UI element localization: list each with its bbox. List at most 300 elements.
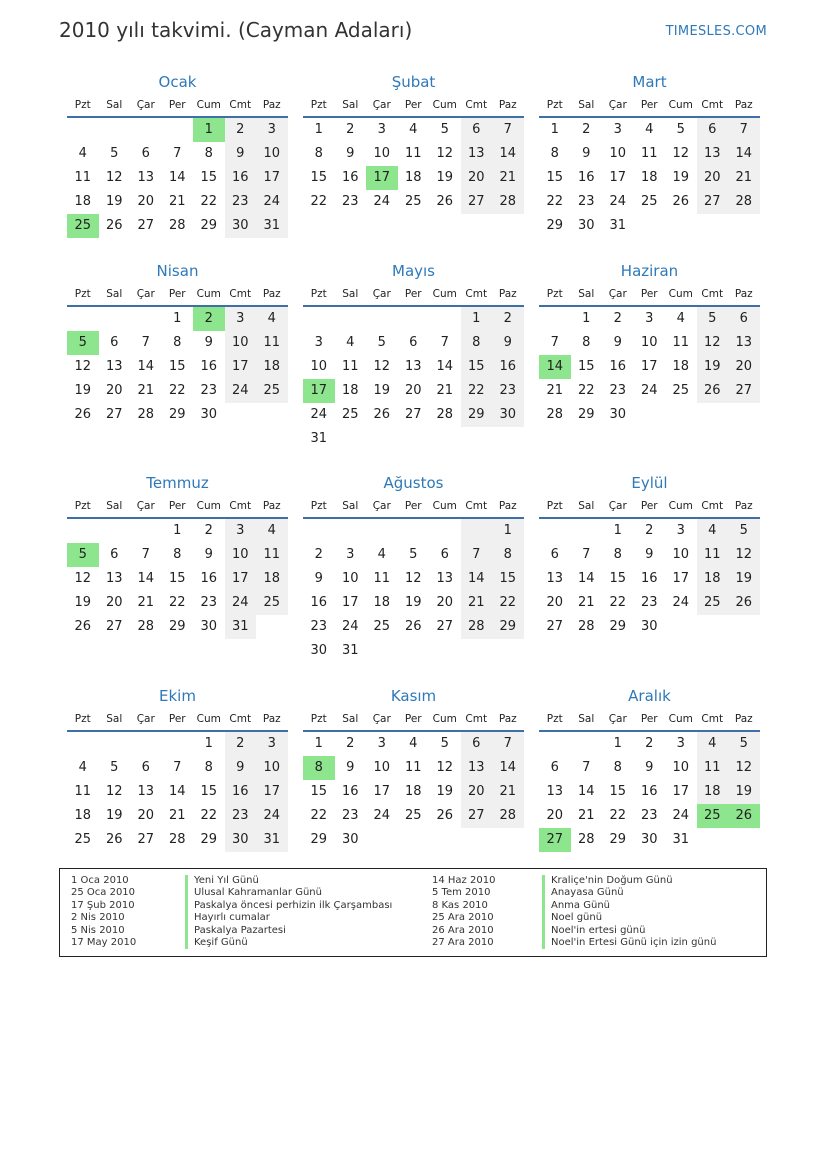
empty-cell [539, 307, 571, 331]
holiday-entry: Noel günü [542, 912, 716, 924]
day-cell: 18 [74, 808, 92, 823]
month-calendar [303, 70, 524, 214]
empty-cell [429, 307, 461, 331]
day-cell: 13 [404, 359, 422, 374]
day-cell: 17 [225, 567, 257, 591]
weekday-label: Per [168, 288, 186, 300]
day-cell: 9 [225, 142, 257, 166]
day-cell: 28 [168, 832, 186, 847]
day-cell: 1 [613, 523, 622, 538]
empty-cell [366, 639, 398, 663]
weekday-label: Sal [342, 288, 359, 300]
day-cell: 8 [461, 331, 493, 355]
day-cell: 19 [105, 808, 123, 823]
day-cell: 9 [204, 335, 213, 350]
day-cell: 10 [256, 142, 288, 166]
day-cell: 12 [728, 543, 760, 567]
empty-cell [398, 307, 430, 331]
day-cell: 15 [310, 784, 328, 799]
holiday-entry: 1 Oca 2010 [71, 875, 129, 886]
day-cell: 17 [303, 379, 335, 403]
month-name: Mart [632, 73, 667, 91]
day-cell: 6 [141, 760, 150, 775]
day-cell: 31 [256, 828, 288, 852]
day-cell: 6 [461, 118, 493, 142]
day-cell: 5 [377, 335, 386, 350]
weekday-label: Sal [578, 288, 595, 300]
day-cell: 22 [310, 808, 328, 823]
holiday-entry: 17 May 2010 [71, 936, 137, 948]
weekday-label: Sal [342, 500, 359, 512]
day-cell: 6 [440, 547, 449, 562]
weekday-label: Cum [432, 500, 457, 512]
day-cell: 30 [609, 407, 627, 422]
day-cell: 19 [74, 383, 92, 398]
weekday-label: Pzt [310, 713, 327, 725]
day-cell: 24 [373, 194, 391, 209]
day-cell: 27 [461, 804, 493, 828]
day-cell: 23 [341, 194, 359, 209]
day-cell: 5 [728, 519, 760, 543]
empty-cell [492, 639, 524, 663]
day-cell: 27 [105, 407, 123, 422]
day-cell: 9 [582, 146, 591, 161]
empty-cell [728, 214, 760, 238]
weekday-label: Paz [262, 99, 281, 111]
day-cell: 15 [168, 359, 186, 374]
month-calendar [539, 259, 760, 427]
day-cell: 8 [204, 146, 213, 161]
empty-cell [728, 828, 760, 852]
day-cell: 28 [436, 407, 454, 422]
day-cell: 25 [256, 379, 288, 403]
day-cell: 16 [492, 355, 524, 379]
weekday-label: Çar [608, 99, 627, 111]
month-name: Ağustos [383, 474, 444, 492]
day-grid [539, 118, 760, 238]
empty-cell [130, 732, 162, 756]
day-cell: 6 [141, 146, 150, 161]
day-cell: 21 [728, 166, 760, 190]
day-cell: 5 [67, 331, 99, 355]
day-cell: 22 [609, 808, 627, 823]
day-cell: 9 [314, 571, 323, 586]
weekday-label: Cmt [701, 713, 724, 725]
day-cell: 22 [609, 595, 627, 610]
day-cell: 16 [310, 595, 328, 610]
day-cell: 23 [577, 194, 595, 209]
day-cell: 16 [200, 359, 218, 374]
day-cell: 14 [137, 571, 155, 586]
weekday-label: Cmt [701, 500, 724, 512]
day-cell: 3 [377, 122, 386, 137]
day-cell: 3 [256, 118, 288, 142]
day-cell: 20 [137, 808, 155, 823]
weekday-label: Per [640, 713, 658, 725]
day-cell: 25 [404, 808, 422, 823]
day-cell: 18 [74, 194, 92, 209]
day-cell: 8 [613, 547, 622, 562]
weekday-label: Çar [608, 288, 627, 300]
weekday-label: Pzt [310, 288, 327, 300]
empty-cell [697, 828, 729, 852]
day-cell: 23 [225, 190, 257, 214]
day-cell: 15 [609, 784, 627, 799]
holiday-entry: Kraliçe'nin Doğum Günü [542, 875, 716, 887]
day-cell: 13 [728, 331, 760, 355]
weekday-label: Per [168, 99, 186, 111]
day-cell: 7 [173, 146, 182, 161]
day-cell: 25 [373, 619, 391, 634]
day-cell: 30 [200, 407, 218, 422]
holiday-entry: 2 Nis 2010 [71, 912, 125, 924]
day-cell: 17 [609, 170, 627, 185]
day-cell: 14 [436, 359, 454, 374]
day-cell: 18 [672, 359, 690, 374]
day-cell: 13 [105, 571, 123, 586]
day-grid [67, 732, 288, 852]
day-cell: 27 [436, 619, 454, 634]
weekday-label: Pzt [74, 713, 91, 725]
day-cell: 19 [373, 383, 391, 398]
day-cell: 21 [492, 780, 524, 804]
day-cell: 5 [697, 307, 729, 331]
day-cell: 22 [200, 808, 218, 823]
day-cell: 19 [436, 784, 454, 799]
empty-cell [665, 615, 697, 639]
weekday-label: Çar [372, 288, 391, 300]
day-cell: 17 [341, 595, 359, 610]
day-cell: 30 [310, 643, 328, 658]
weekday-label: Per [640, 500, 658, 512]
day-cell: 30 [200, 619, 218, 634]
day-cell: 16 [341, 784, 359, 799]
holiday-entry: 14 Haz 2010 [432, 875, 496, 886]
day-cell: 29 [492, 615, 524, 639]
weekday-label: Per [404, 99, 422, 111]
day-cell: 15 [492, 567, 524, 591]
day-cell: 5 [409, 547, 418, 562]
weekday-label: Cum [196, 288, 221, 300]
empty-cell [461, 427, 493, 451]
day-cell: 7 [141, 547, 150, 562]
weekday-header [67, 283, 288, 307]
holiday-entry: 17 Şub 2010 [71, 899, 135, 911]
day-cell: 2 [613, 311, 622, 326]
weekday-label: Sal [106, 713, 123, 725]
weekday-label: Paz [262, 288, 281, 300]
day-cell: 27 [546, 619, 564, 634]
day-cell: 28 [577, 832, 595, 847]
weekday-label: Paz [498, 288, 517, 300]
empty-cell [67, 118, 99, 142]
day-cell: 20 [546, 808, 564, 823]
day-cell: 11 [341, 359, 359, 374]
day-cell: 15 [546, 170, 564, 185]
day-cell: 28 [577, 619, 595, 634]
day-grid [539, 519, 760, 639]
day-cell: 6 [550, 547, 559, 562]
holiday-entry: 5 Tem 2010 [432, 887, 491, 899]
day-cell: 14 [492, 756, 524, 780]
day-cell: 22 [168, 383, 186, 398]
empty-cell [398, 519, 430, 543]
day-cell: 13 [546, 571, 564, 586]
day-cell: 4 [256, 307, 288, 331]
day-cell: 5 [440, 122, 449, 137]
weekday-label: Pzt [546, 713, 563, 725]
weekday-label: Sal [578, 713, 595, 725]
day-cell: 25 [74, 832, 92, 847]
month-calendar [539, 70, 760, 238]
empty-cell [429, 639, 461, 663]
day-cell: 30 [341, 832, 359, 847]
day-cell: 3 [225, 307, 257, 331]
day-cell: 14 [728, 142, 760, 166]
empty-cell [492, 828, 524, 852]
day-cell: 11 [404, 146, 422, 161]
day-cell: 10 [225, 543, 257, 567]
day-cell: 22 [577, 383, 595, 398]
day-cell: 30 [640, 619, 658, 634]
day-cell: 15 [609, 571, 627, 586]
weekday-label: Cmt [465, 713, 488, 725]
day-cell: 10 [609, 146, 627, 161]
day-cell: 6 [461, 732, 493, 756]
empty-cell [429, 427, 461, 451]
weekday-label: Cum [196, 500, 221, 512]
day-cell: 12 [74, 359, 92, 374]
day-cell: 16 [225, 166, 257, 190]
day-cell: 23 [492, 379, 524, 403]
site-link[interactable]: TIMESLES.COM [665, 24, 767, 39]
day-cell: 2 [492, 307, 524, 331]
weekday-label: Sal [106, 99, 123, 111]
day-cell: 17 [672, 571, 690, 586]
day-cell: 21 [577, 595, 595, 610]
day-cell: 3 [225, 519, 257, 543]
day-cell: 23 [225, 804, 257, 828]
empty-cell [99, 519, 131, 543]
day-cell: 3 [377, 736, 386, 751]
day-cell: 26 [728, 591, 760, 615]
weekday-label: Per [640, 99, 658, 111]
weekday-label: Cmt [229, 288, 252, 300]
month-calendar [67, 70, 288, 238]
day-cell: 13 [461, 142, 493, 166]
weekday-label: Cum [432, 288, 457, 300]
weekday-label: Paz [734, 713, 753, 725]
empty-cell [162, 118, 194, 142]
weekday-label: Pzt [310, 99, 327, 111]
day-cell: 18 [404, 170, 422, 185]
weekday-header [539, 283, 760, 307]
day-cell: 9 [346, 760, 355, 775]
day-cell: 26 [436, 808, 454, 823]
day-cell: 2 [645, 523, 654, 538]
day-cell: 25 [256, 591, 288, 615]
empty-cell [728, 615, 760, 639]
day-grid [303, 118, 524, 214]
month-name: Ocak [158, 73, 197, 91]
day-cell: 12 [697, 331, 729, 355]
day-cell: 12 [74, 571, 92, 586]
day-cell: 29 [168, 407, 186, 422]
day-cell: 19 [672, 170, 690, 185]
day-cell: 9 [613, 335, 622, 350]
empty-cell [366, 427, 398, 451]
day-cell: 28 [168, 218, 186, 233]
day-grid [303, 732, 524, 852]
holiday-entry: Noel'in ertesi günü [542, 925, 716, 937]
weekday-label: Cum [668, 99, 693, 111]
day-cell: 1 [193, 118, 225, 142]
day-cell: 1 [314, 122, 323, 137]
day-cell: 4 [256, 519, 288, 543]
empty-cell [99, 732, 131, 756]
weekday-label: Çar [608, 713, 627, 725]
empty-cell [130, 118, 162, 142]
empty-cell [398, 639, 430, 663]
day-cell: 7 [728, 118, 760, 142]
day-cell: 9 [346, 146, 355, 161]
day-cell: 29 [168, 619, 186, 634]
empty-cell [225, 403, 257, 427]
day-cell: 8 [173, 335, 182, 350]
empty-cell [130, 307, 162, 331]
day-cell: 28 [461, 615, 493, 639]
day-cell: 17 [373, 784, 391, 799]
day-cell: 10 [672, 547, 690, 562]
day-cell: 29 [200, 832, 218, 847]
day-cell: 29 [609, 832, 627, 847]
day-cell: 19 [105, 194, 123, 209]
empty-cell [634, 403, 666, 427]
day-cell: 23 [200, 383, 218, 398]
day-cell: 27 [697, 190, 729, 214]
day-cell: 26 [74, 619, 92, 634]
day-cell: 1 [204, 736, 213, 751]
empty-cell [162, 732, 194, 756]
empty-cell [665, 403, 697, 427]
empty-cell [398, 828, 430, 852]
day-cell: 26 [404, 619, 422, 634]
empty-cell [99, 118, 131, 142]
weekday-label: Paz [498, 713, 517, 725]
day-cell: 19 [728, 780, 760, 804]
weekday-label: Çar [608, 500, 627, 512]
day-cell: 24 [373, 808, 391, 823]
day-cell: 30 [492, 403, 524, 427]
day-cell: 4 [697, 519, 729, 543]
weekday-label: Çar [136, 99, 155, 111]
weekday-label: Cum [196, 713, 221, 725]
holiday-entry: Paskalya Pazartesi [185, 925, 392, 937]
holiday-dates-right [432, 875, 495, 949]
day-cell: 18 [341, 383, 359, 398]
day-cell: 18 [697, 780, 729, 804]
day-cell: 8 [303, 756, 335, 780]
day-cell: 17 [366, 166, 398, 190]
empty-cell [429, 519, 461, 543]
weekday-label: Çar [136, 288, 155, 300]
day-cell: 31 [341, 643, 359, 658]
day-cell: 24 [341, 619, 359, 634]
weekday-label: Per [640, 288, 658, 300]
weekday-label: Per [404, 500, 422, 512]
day-grid [303, 519, 524, 663]
weekday-header [67, 495, 288, 519]
day-cell: 3 [676, 736, 685, 751]
day-cell: 4 [78, 146, 87, 161]
weekday-label: Sal [342, 99, 359, 111]
day-cell: 20 [728, 355, 760, 379]
holiday-list [59, 868, 767, 957]
empty-cell [492, 427, 524, 451]
page-title: 2010 yılı takvimi. (Cayman Adaları) [59, 18, 413, 42]
day-cell: 28 [137, 619, 155, 634]
day-cell: 1 [461, 307, 493, 331]
weekday-label: Çar [136, 500, 155, 512]
day-cell: 27 [461, 190, 493, 214]
day-cell: 5 [110, 760, 119, 775]
day-cell: 11 [672, 335, 690, 350]
day-cell: 8 [204, 760, 213, 775]
holiday-entry: Anayasa Günü [542, 887, 716, 899]
weekday-label: Cum [668, 713, 693, 725]
empty-cell [67, 307, 99, 331]
day-cell: 26 [672, 194, 690, 209]
weekday-label: Pzt [546, 99, 563, 111]
day-cell: 18 [404, 784, 422, 799]
day-cell: 2 [645, 736, 654, 751]
day-cell: 24 [672, 595, 690, 610]
weekday-label: Paz [734, 500, 753, 512]
day-cell: 21 [137, 595, 155, 610]
weekday-label: Paz [262, 713, 281, 725]
day-cell: 6 [110, 547, 119, 562]
empty-cell [728, 403, 760, 427]
day-cell: 2 [204, 523, 213, 538]
day-cell: 30 [225, 828, 257, 852]
day-cell: 19 [436, 170, 454, 185]
day-cell: 27 [105, 619, 123, 634]
weekday-label: Paz [498, 99, 517, 111]
day-cell: 14 [492, 142, 524, 166]
day-cell: 13 [105, 359, 123, 374]
day-cell: 24 [225, 591, 257, 615]
weekday-label: Sal [578, 500, 595, 512]
weekday-label: Sal [106, 288, 123, 300]
day-cell: 1 [173, 311, 182, 326]
day-cell: 13 [137, 784, 155, 799]
empty-cell [461, 639, 493, 663]
day-cell: 15 [310, 170, 328, 185]
day-cell: 28 [492, 190, 524, 214]
weekday-label: Paz [262, 500, 281, 512]
month-calendar [539, 471, 760, 639]
day-cell: 4 [346, 335, 355, 350]
day-cell: 16 [341, 170, 359, 185]
day-cell: 14 [577, 784, 595, 799]
day-cell: 22 [461, 379, 493, 403]
day-cell: 18 [256, 567, 288, 591]
empty-cell [303, 307, 335, 331]
day-cell: 12 [373, 359, 391, 374]
weekday-label: Sal [106, 500, 123, 512]
empty-cell [461, 519, 493, 543]
day-cell: 16 [609, 359, 627, 374]
